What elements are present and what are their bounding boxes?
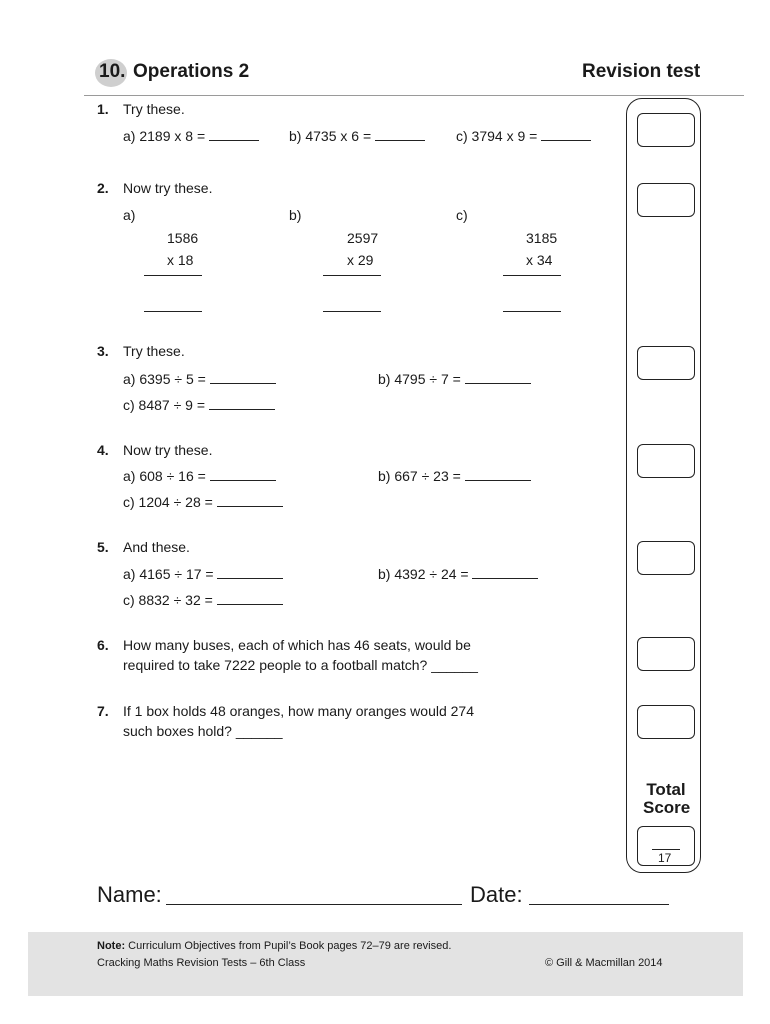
score-box-q5[interactable]	[637, 541, 695, 575]
total-score-label	[643, 781, 689, 817]
q4a-answer[interactable]	[210, 468, 276, 481]
total-label: Total	[646, 780, 686, 799]
q2c-answer[interactable]	[503, 311, 561, 312]
name-label: Name:	[97, 882, 162, 907]
footer-note-label: Note:	[97, 940, 126, 952]
q1a	[123, 128, 259, 144]
name-field[interactable]	[166, 904, 462, 905]
q5b-answer[interactable]	[472, 566, 538, 579]
page-subtitle: Revision test	[582, 61, 701, 82]
q6-line2: required to take 7222 people to a football match? ______	[123, 657, 478, 673]
footer-copyright: © Gill & Macmillan 2014	[545, 957, 663, 969]
q4a	[123, 468, 276, 484]
q7-number: 7.	[97, 703, 109, 719]
q1b-text: b) 4735 x 6 =	[289, 128, 372, 144]
score-box-q4[interactable]	[637, 444, 695, 478]
q2b-answer[interactable]	[323, 311, 381, 312]
q3c-text: c) 8487 ÷ 9 =	[123, 397, 206, 413]
q5b-text: b) 4392 ÷ 24 =	[378, 566, 469, 582]
page-title: Operations 2	[133, 61, 250, 82]
q1a-answer[interactable]	[209, 128, 259, 141]
q2b-top: 2597	[347, 230, 379, 246]
q5b	[378, 566, 538, 582]
q1c	[456, 128, 591, 144]
header-divider	[84, 95, 744, 96]
date-label: Date:	[470, 882, 523, 907]
q3b	[378, 371, 531, 387]
q2a-answer[interactable]	[144, 311, 202, 312]
q5-number: 5.	[97, 539, 109, 555]
score-box-q1[interactable]	[637, 113, 695, 147]
q2b-bottom: x 29	[347, 252, 374, 268]
q7-line1: If 1 box holds 48 oranges, how many oranges would 274	[123, 703, 475, 719]
q5a-answer[interactable]	[217, 566, 283, 579]
q4b-answer[interactable]	[465, 468, 531, 481]
q1c-answer[interactable]	[541, 128, 591, 141]
q1b	[289, 128, 425, 144]
q2a-top: 1586	[167, 230, 199, 246]
footer-note-text: Curriculum Objectives from Pupil’s Book pages 72–79 are revised.	[125, 940, 452, 952]
section-number: 10.	[99, 61, 126, 82]
q1c-text: c) 3794 x 9 =	[456, 128, 538, 144]
q5a-text: a) 4165 ÷ 17 =	[123, 566, 214, 582]
q3c-answer[interactable]	[209, 397, 275, 410]
q2a-label: a)	[123, 207, 136, 223]
q5a	[123, 566, 283, 582]
q1-number: 1.	[97, 101, 109, 117]
q3a-text: a) 6395 ÷ 5 =	[123, 371, 206, 387]
q4-number: 4.	[97, 442, 109, 458]
q4b-text: b) 667 ÷ 23 =	[378, 468, 461, 484]
score-box-q7[interactable]	[637, 705, 695, 739]
q2c-rule-1	[503, 275, 561, 276]
q6-line1: How many buses, each of which has 46 seats, would be	[123, 637, 471, 653]
q4c-text: c) 1204 ÷ 28 =	[123, 494, 213, 510]
q2a-rule-1	[144, 275, 202, 276]
q3b-text: b) 4795 ÷ 7 =	[378, 371, 461, 387]
q1b-answer[interactable]	[375, 128, 425, 141]
q2c-label: c)	[456, 207, 468, 223]
score-fraction-line	[652, 849, 680, 850]
q5c-text: c) 8832 ÷ 32 =	[123, 592, 213, 608]
q1-prompt: Try these.	[123, 101, 185, 117]
q4-prompt: Now try these.	[123, 442, 213, 458]
footer-series: Cracking Maths Revision Tests – 6th Class	[97, 957, 306, 969]
q3b-answer[interactable]	[465, 371, 531, 384]
score-box-q3[interactable]	[637, 346, 695, 380]
q2a-bottom: x 18	[167, 252, 194, 268]
q2b-label: b)	[289, 207, 302, 223]
score-label: Score	[643, 798, 691, 817]
score-box-q6[interactable]	[637, 637, 695, 671]
score-box-q2[interactable]	[637, 183, 695, 217]
q5c-answer[interactable]	[217, 592, 283, 605]
q5-prompt: And these.	[123, 539, 190, 555]
q4b	[378, 468, 531, 484]
q5c	[123, 592, 283, 608]
q2b-rule-1	[323, 275, 381, 276]
q2-prompt: Now try these.	[123, 180, 213, 196]
score-denominator: 17	[658, 851, 672, 865]
q3a-answer[interactable]	[210, 371, 276, 384]
q3c	[123, 397, 275, 413]
q4c-answer[interactable]	[217, 494, 283, 507]
q6-number: 6.	[97, 637, 109, 653]
date-field[interactable]	[529, 904, 669, 905]
q4a-text: a) 608 ÷ 16 =	[123, 468, 206, 484]
q3a	[123, 371, 276, 387]
q1a-text: a) 2189 x 8 =	[123, 128, 206, 144]
q2-number: 2.	[97, 180, 109, 196]
q7-line2: such boxes hold? ______	[123, 723, 283, 739]
q4c	[123, 494, 283, 510]
q2c-bottom: x 34	[526, 252, 553, 268]
q2c-top: 3185	[526, 230, 558, 246]
q3-number: 3.	[97, 343, 109, 359]
q3-prompt: Try these.	[123, 343, 185, 359]
footer-note	[97, 940, 451, 952]
